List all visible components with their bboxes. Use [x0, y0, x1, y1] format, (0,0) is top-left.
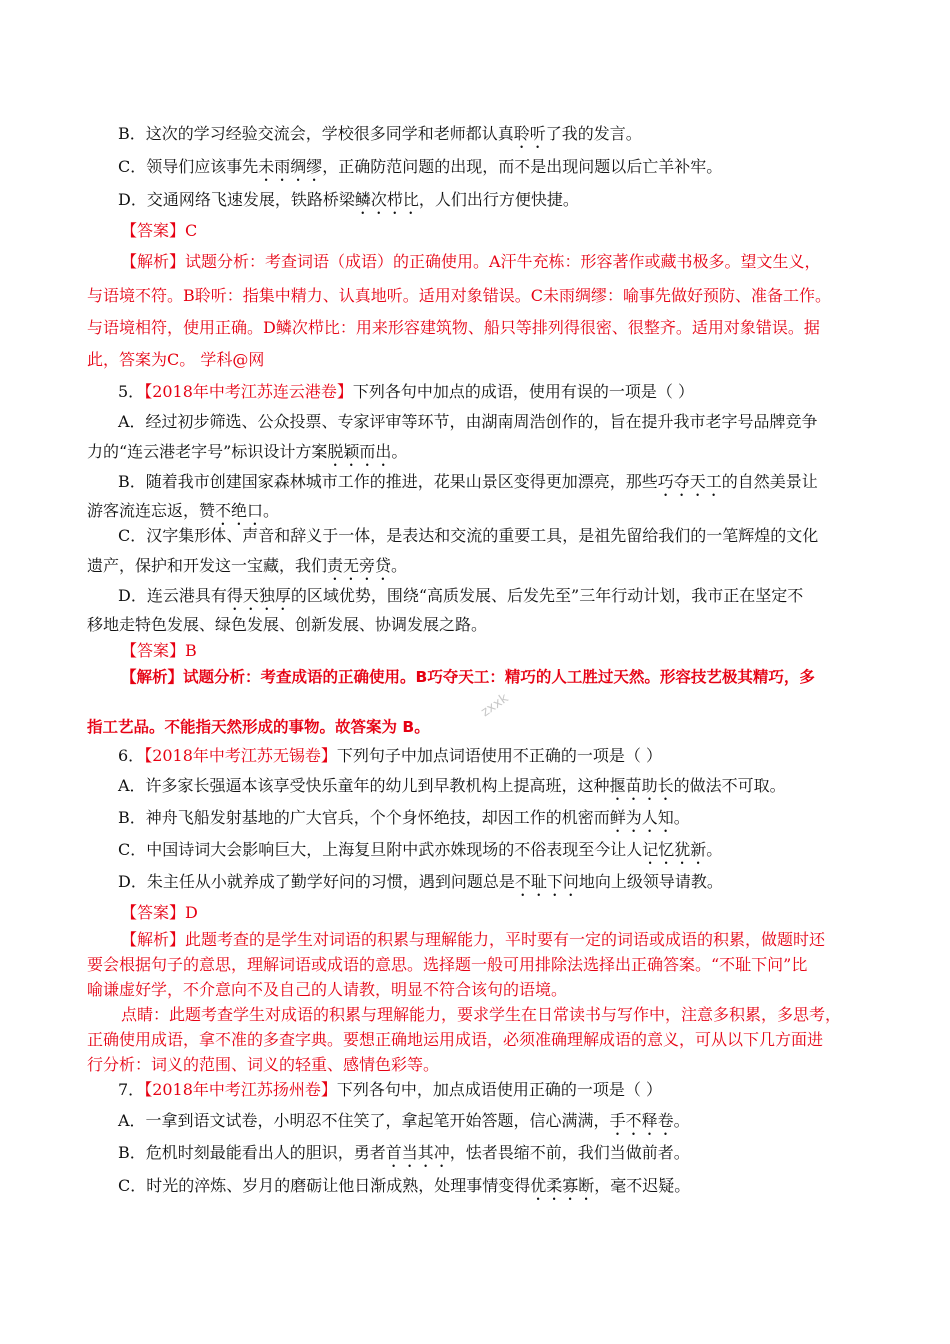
- option-b: B．危机时刻最能看出人的胆识，勇者首当其冲，怯者畏缩不前，我们当做前者。: [118, 1143, 690, 1162]
- option-b: B．神舟飞船发射基地的广大官兵，个个身怀绝技，却因工作的机密而鲜为人知。: [118, 808, 690, 827]
- option-a: A．一拿到语文试卷，小明忍不住笑了，拿起笔开始答题，信心满满，手不释卷。: [118, 1111, 690, 1130]
- marked-idiom: 得天独厚: [226, 586, 291, 605]
- option-a: A．经过初步筛选、公众投票、专家评审等环节，由湖南周浩创作的，旨在提升我市老字号品牌竞争: [118, 412, 818, 431]
- question-7-stem: 7．【2018年中考江苏扬州卷】下列各句中，加点成语使用正确的一项是（ ）: [118, 1080, 663, 1099]
- tip-line: 点睛：此题考查学生对成语的积累与理解能力，要求学生在日常读书与写作中，注意多积累，多思考，: [121, 1005, 842, 1024]
- answer-label: 【答案】C: [121, 221, 198, 240]
- question-6-stem: 6．【2018年中考江苏无锡卷】下列句子中加点词语使用不正确的一项是（ ）: [118, 746, 663, 765]
- option-d: D．朱主任从小就养成了勤学好问的习惯，遇到问题总是不耻下问地向上级领导请教。: [118, 872, 723, 891]
- marked-idiom: 手不释卷: [609, 1111, 674, 1130]
- analysis-line: 【解析】试题分析：考查词语（成语）的正确使用。A汗牛充栋：形容著作或藏书极多。望文生义，: [121, 252, 821, 271]
- option-b-cont: 游客流连忘返，赞不绝口。: [87, 501, 280, 520]
- marked-idiom: 揠苗助长: [609, 776, 674, 795]
- tip-line: 正确使用成语，拿不准的多查字典。要想正确地运用成语，必须准确理解成语的意义，可从以下几方面进: [87, 1030, 824, 1049]
- analysis-line: 与语境不符。B聆听：指集中精力、认真地听。适用对象错误。C未雨绸缪：喻事先做好预防、准备工作。: [87, 286, 832, 305]
- question-5-stem: 5．【2018年中考江苏连云港卷】下列各句中加点的成语，使用有误的一项是（ ）: [118, 382, 695, 401]
- tip-line: 行分析：词义的范围、词义的轻重、感情色彩等。: [87, 1055, 440, 1074]
- marked-idiom: 鲜为人知: [609, 808, 674, 827]
- marked-idiom: 记忆犹新: [642, 840, 707, 859]
- answer-label: 【答案】B: [121, 641, 197, 660]
- option-d-cont: 移地走特色发展、绿色发展、创新发展、协调发展之路。: [87, 615, 488, 634]
- marked-idiom: 不耻下问: [514, 872, 579, 891]
- marked-idiom: 未雨绸缪: [258, 157, 323, 176]
- marked-idiom: 责无旁贷: [327, 556, 392, 575]
- question-source: 【2018年中考江苏连云港卷】: [144, 382, 353, 401]
- analysis-line: 【解析】此题考查的是学生对词语的积累与理解能力，平时要有一定的词语或成语的积累，做题时还: [121, 930, 826, 949]
- marked-idiom: 不绝口: [215, 501, 264, 520]
- question-source: 【2018年中考江苏扬州卷】: [144, 1080, 337, 1099]
- watermark: zxxk: [478, 690, 512, 721]
- option-c: C．汉字集形体、声音和辞义于一体，是表达和交流的重要工具，是祖先留给我们的一笔辉煌的文化: [118, 526, 819, 545]
- option-c: C．领导们应该事先未雨绸缪，正确防范问题的出现，而不是出现问题以后亡羊补牢。: [118, 157, 723, 176]
- marked-idiom: 巧夺天工: [657, 472, 722, 491]
- analysis-line: 喻谦虚好学，不介意向不及自己的人请教，明显不符合该句的语境。: [87, 980, 568, 999]
- option-c-cont: 遗产，保护和开发这一宝藏，我们责无旁贷。: [87, 556, 408, 575]
- option-b: B．随着我市创建国家森林城市工作的推进，花果山景区变得更加漂亮，那些巧夺天工的自然美景让: [118, 472, 818, 491]
- option-a: A．许多家长强逼本该享受快乐童年的幼儿到早教机构上提高班，这种揠苗助长的做法不可取。: [118, 776, 786, 795]
- marked-idiom: 脱颖而出: [327, 442, 392, 461]
- option-a-cont: 力的“连云港老字号”标识设计方案脱颖而出。: [87, 442, 408, 461]
- option-c: C．时光的淬炼、岁月的磨砺让他日渐成熟，处理事情变得优柔寡断，毫不迟疑。: [118, 1176, 691, 1195]
- answer-label: 【答案】D: [121, 903, 198, 922]
- analysis-line: 要会根据句子的意思，理解词语或成语的意思。选择题一般可用排除法选择出正确答案。“不耻下问”比: [87, 955, 808, 974]
- marked-idiom: 聆听: [513, 124, 546, 143]
- analysis-line: 与语境相符，使用正确。D鳞次栉比：用来形容建筑物、船只等排列得很密、很整齐。适用对象错误。据: [87, 318, 820, 337]
- analysis-line: 此，答案为C。 学科@网: [87, 350, 265, 369]
- marked-idiom: 优柔寡断: [530, 1176, 595, 1195]
- option-d: D．连云港具有得天独厚的区域优势，围绕“高质发展、后发先至”三年行动计划，我市正在坚定不: [118, 586, 804, 605]
- analysis-line: 指工艺品。不能指天然形成的事物。故答案为 B。: [87, 718, 430, 736]
- question-source: 【2018年中考江苏无锡卷】: [144, 746, 337, 765]
- marked-idiom: 首当其冲: [385, 1143, 450, 1162]
- option-c: C．中国诗词大会影响巨大，上海复旦附中武亦姝现场的不俗表现至今让人记忆犹新。: [118, 840, 723, 859]
- option-b: B．这次的学习经验交流会，学校很多同学和老师都认真聆听了我的发言。: [118, 124, 642, 143]
- option-d: D．交通网络飞速发展，铁路桥梁鳞次栉比，人们出行方便快捷。: [118, 190, 579, 209]
- marked-idiom: 鳞次栉比: [354, 190, 419, 209]
- analysis-line: 【解析】试题分析：考查成语的正确使用。B巧夺天工：精巧的人工胜过天然。形容技艺极其精巧，多: [121, 668, 815, 686]
